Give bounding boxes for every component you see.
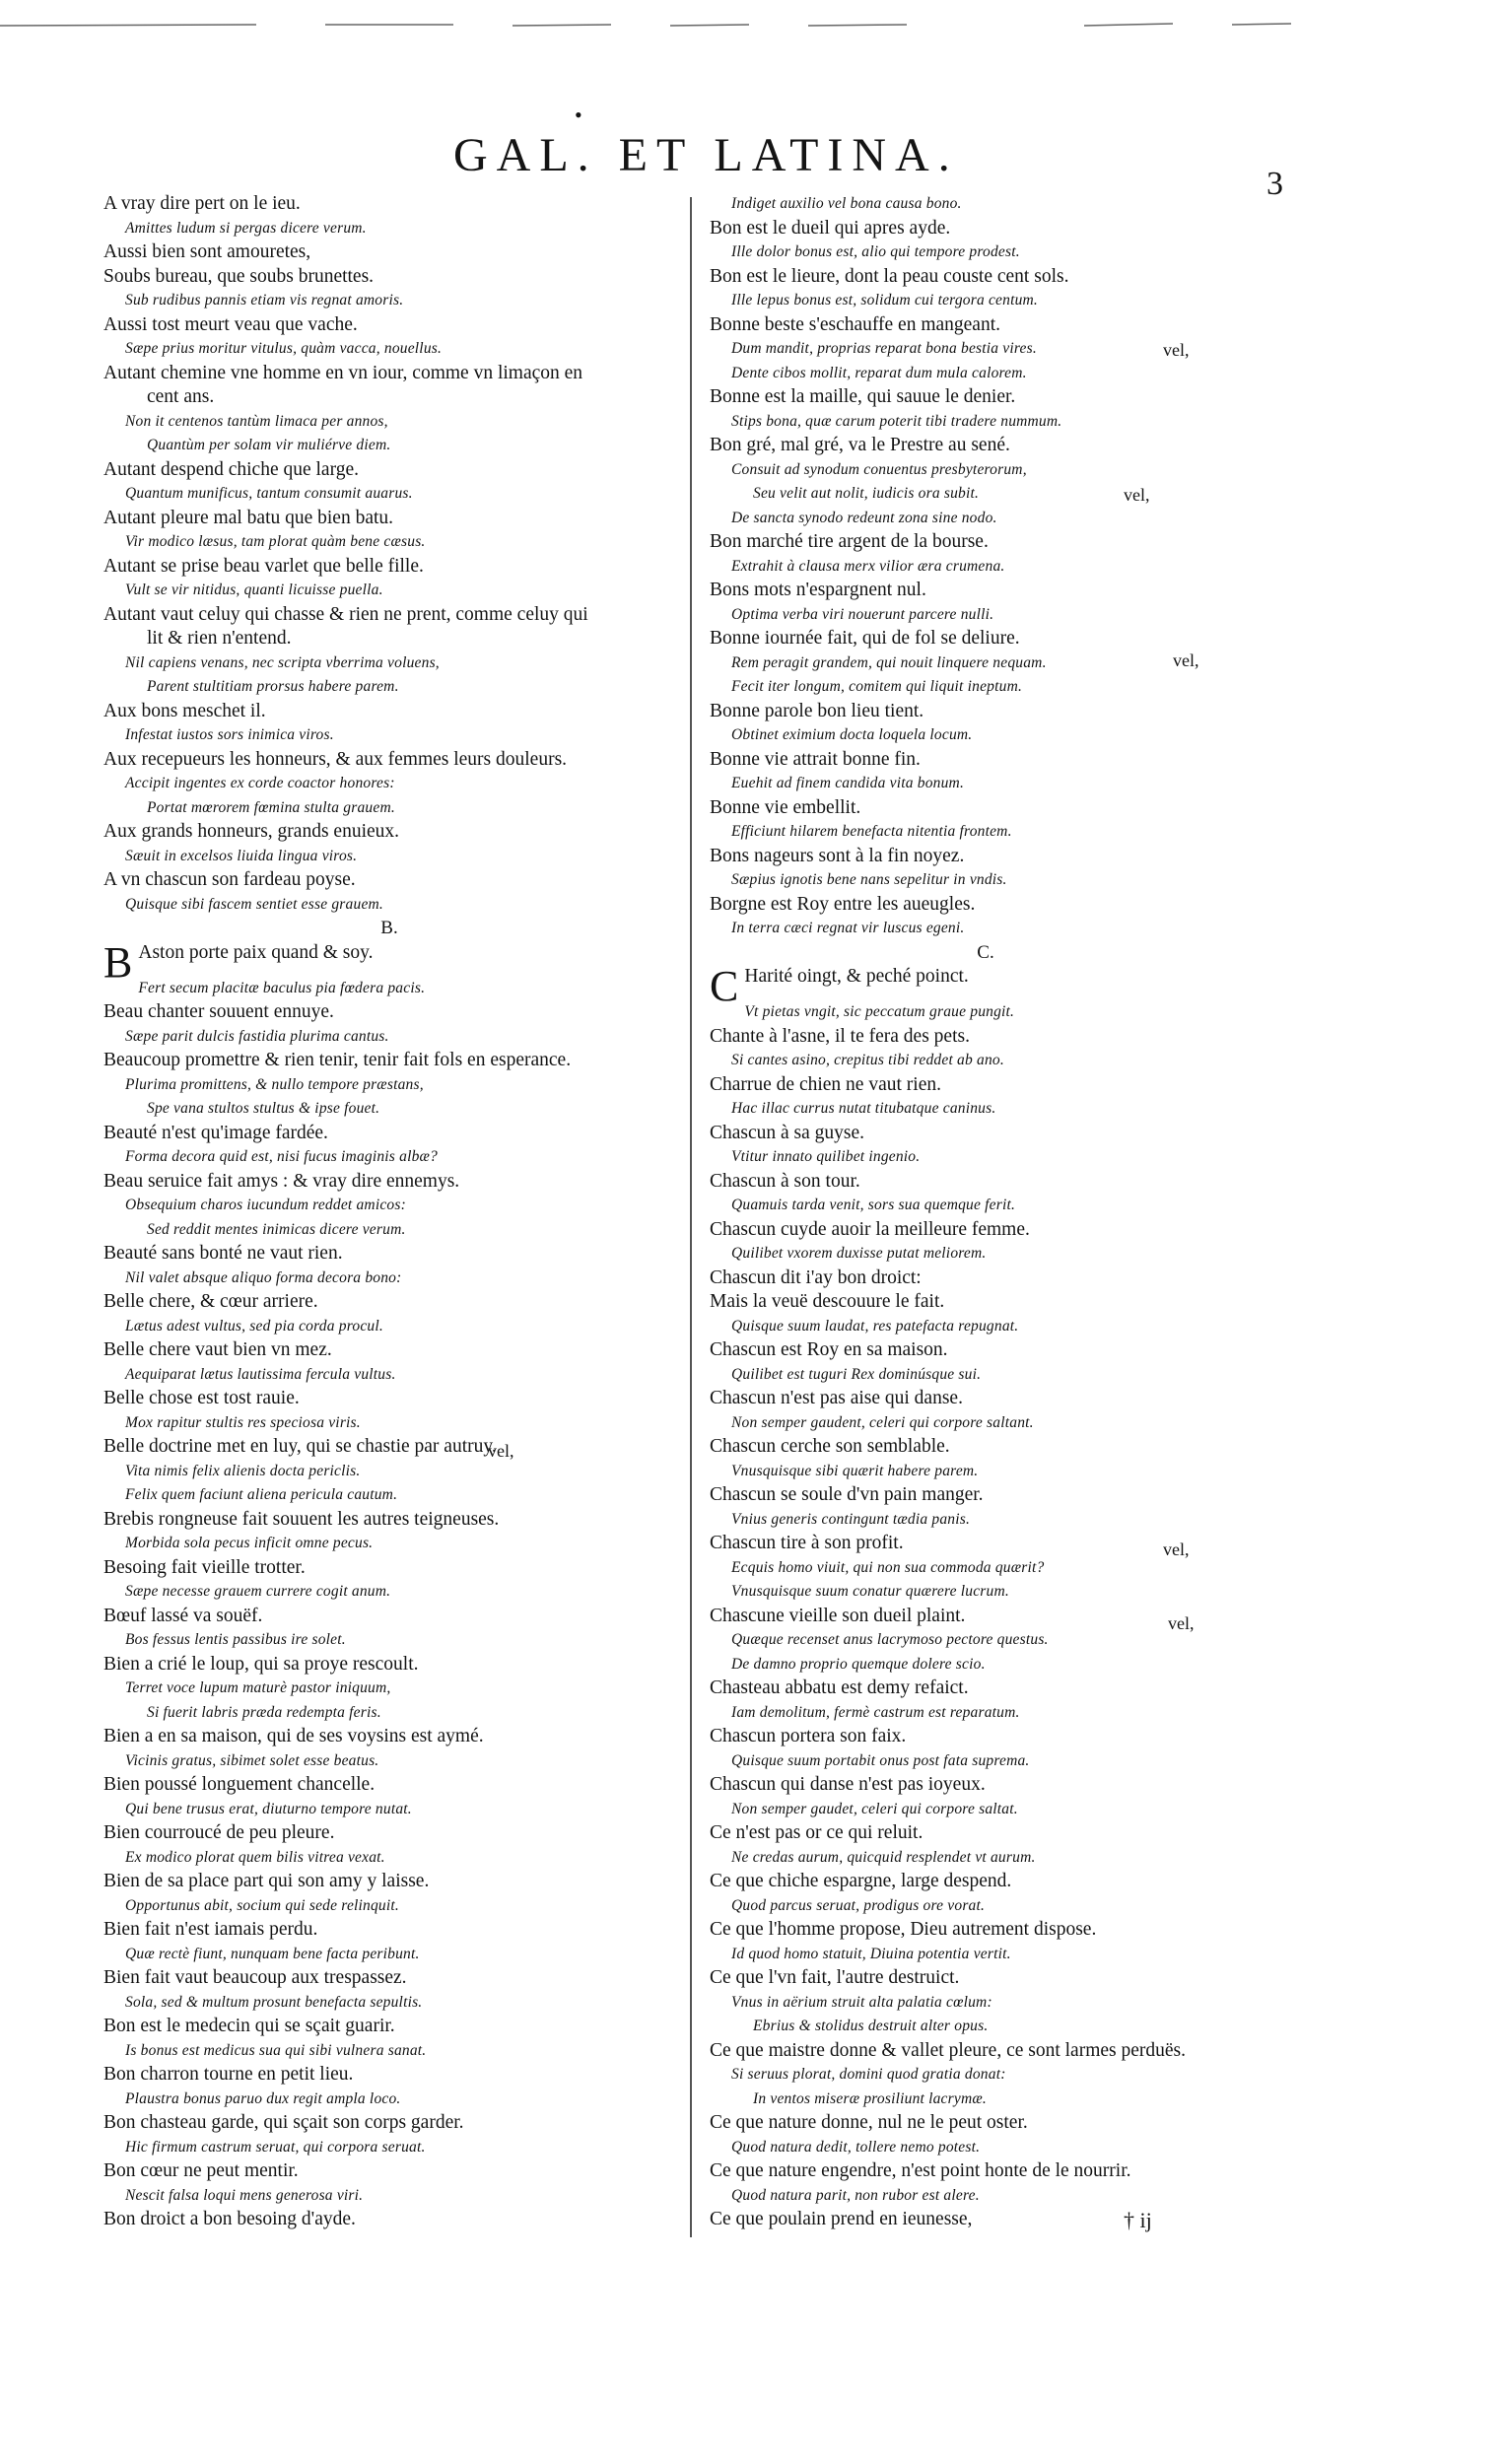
proverb-latin: Non it centenos tantùm limaca per annos, xyxy=(125,412,388,430)
proverb-french: Charrue de chien ne vaut rien. xyxy=(710,1073,941,1095)
proverb-latin: Dente cibos mollit, reparat dum mula calorem. xyxy=(731,364,1027,381)
proverb-french: Chascun cuyde auoir la meilleure femme. xyxy=(710,1218,1030,1240)
proverb-latin: Forma decora quid est, nisi fucus imaginis albæ? xyxy=(125,1148,439,1165)
proverb-latin: Quod natura dedit, tollere nemo potest. xyxy=(731,2138,981,2156)
proverb-latin: Si fuerit labris præda redempta feris. xyxy=(147,1703,381,1721)
proverb-french: Bonne vie attrait bonne fin. xyxy=(710,748,921,770)
proverb-latin: Hac illac currus nutat titubatque caninus. xyxy=(731,1100,996,1117)
proverb-french: Beauté n'est qu'image fardée. xyxy=(103,1122,328,1143)
proverb-french: Bien fait n'est iamais perdu. xyxy=(103,1919,318,1940)
proverb-latin: Obsequium charos iucundum reddet amicos: xyxy=(125,1197,406,1213)
proverb-french: Bon charron tourne en petit lieu. xyxy=(103,2064,354,2085)
proverb-french: Chascun dit i'ay bon droict: xyxy=(710,1266,922,1288)
proverb-french: Bien courroucé de peu pleure. xyxy=(103,1822,335,1843)
proverb-french: Autant pleure mal batu que bien batu. xyxy=(103,507,394,528)
proverb-french: Belle chere, & cœur arriere. xyxy=(103,1291,318,1312)
proverb-french: Chascun qui danse n'est pas ioyeux. xyxy=(710,1774,986,1795)
proverb-french: Aux bons meschet il. xyxy=(103,700,266,721)
proverb-latin: Plaustra bonus paruo dux regit ampla loco. xyxy=(125,2089,401,2107)
proverb-french: Mais la veuë descouure le fait. xyxy=(710,1291,945,1312)
proverb-french: Chascune vieille son dueil plaint. xyxy=(710,1605,966,1626)
margin-note-vel: vel, xyxy=(1163,1540,1190,1559)
proverb-latin: Ebrius & stolidus destruit alter opus. xyxy=(753,2018,989,2034)
ornament-dot: • xyxy=(575,103,582,127)
proverb-french: Ce que maistre donne & vallet pleure, ce sont larmes perduës. xyxy=(710,2039,1187,2061)
proverb-latin: Sed reddit mentes inimicas dicere verum. xyxy=(147,1220,406,1238)
proverb-latin: In ventos miseræ prosiliunt lacrymæ. xyxy=(753,2089,987,2107)
proverb-french: Bon gré, mal gré, va le Prestre au sené. xyxy=(710,435,1010,455)
proverb-latin: Sæpe prius moritur vitulus, quàm vacca, nouellus. xyxy=(125,340,443,357)
proverb-french: Bien de sa place part qui son amy y laisse. xyxy=(103,1871,430,1891)
signature-mark: † ij xyxy=(1124,2208,1152,2232)
proverb-french: Bon droict a bon besoing d'ayde. xyxy=(103,2209,356,2229)
proverb-latin: Portat mœrorem fœmina stulta grauem. xyxy=(147,798,395,816)
proverb-latin: Terret voce lupum maturè pastor iniquum, xyxy=(125,1679,391,1696)
proverb-french: Chasteau abbatu est demy refaict. xyxy=(710,1677,969,1698)
proverb-latin: Quamuis tarda venit, sors sua quemque ferit. xyxy=(731,1197,1016,1213)
proverb-french: Bon chasteau garde, qui sçait son corps garder. xyxy=(103,2112,464,2133)
proverb-french: Autant despend chiche que large. xyxy=(103,458,360,480)
proverb-latin: Sæuit in excelsos liuida lingua viros. xyxy=(125,847,358,864)
proverb-french: Bien a en sa maison, qui de ses voysins est aymé. xyxy=(103,1726,484,1746)
proverb-french: Bœuf lassé va souëf. xyxy=(103,1605,263,1626)
proverb-latin: Lætus adest vultus, sed pia corda procul. xyxy=(125,1317,383,1335)
proverb-latin: Morbida sola pecus inficit omne pecus. xyxy=(125,1535,374,1551)
proverb-latin: Ex modico plorat quem bilis vitrea vexat. xyxy=(125,1848,385,1866)
margin-note-vel: vel, xyxy=(1173,650,1199,670)
proverb-latin: Felix quem faciunt aliena pericula cautum. xyxy=(125,1486,398,1503)
proverb-french: Bonne est la maille, qui sauue le denier. xyxy=(710,386,1016,407)
proverb-latin: Rem peragit grandem, qui nouit linquere nequam. xyxy=(731,653,1047,671)
proverb-french: Bonne parole bon lieu tient. xyxy=(710,700,924,721)
proverb-latin: Optima verba viri nouerunt parcere nulli. xyxy=(731,605,994,623)
proverb-latin: Extrahit à clausa merx vilior æra crumena. xyxy=(731,557,1005,575)
proverb-french: Besoing fait vieille trotter. xyxy=(103,1556,306,1578)
proverb-latin: Vt pietas vngit, sic peccatum graue pungit. xyxy=(744,1003,1015,1020)
proverb-latin: Spe vana stultos stultus & ipse fouet. xyxy=(147,1100,380,1117)
proverb-french: Beauté sans bonté ne vaut rien. xyxy=(103,1243,343,1264)
proverb-latin: Si cantes asino, crepitus tibi reddet ab ano. xyxy=(731,1052,1004,1068)
proverb-latin: Sæpe parit dulcis fastidia plurima cantus. xyxy=(125,1027,389,1045)
proverb-latin: Quod parcus seruat, prodigus ore vorat. xyxy=(731,1896,986,1914)
proverb-latin: Vir modico læsus, tam plorat quàm bene cæsus. xyxy=(125,533,426,550)
proverb-latin: Seu velit aut nolit, iudicis ora subit. xyxy=(753,485,980,502)
proverb-latin: Vtitur innato quilibet ingenio. xyxy=(731,1148,921,1165)
proverb-latin: De damno proprio quemque dolere scio. xyxy=(731,1655,986,1673)
proverb-french: A vray dire pert on le ieu. xyxy=(103,193,301,214)
margin-note-vel: vel, xyxy=(1124,485,1150,505)
margin-note-vel: vel, xyxy=(488,1441,514,1461)
proverb-latin: Consuit ad synodum conuentus presbyterorum, xyxy=(731,460,1027,478)
proverb-french: Bon est le medecin qui se sçait guarir. xyxy=(103,2016,395,2036)
proverb-latin: Ille lepus bonus est, solidum cui tergora centum. xyxy=(731,292,1039,308)
proverb-latin: Sæpe necesse grauem currere cogit anum. xyxy=(125,1583,391,1600)
proverb-french: A vn chascun son fardeau poyse. xyxy=(103,869,356,890)
drop-cap: C xyxy=(710,962,739,1010)
proverb-latin: Vita nimis felix alienis docta periclis. xyxy=(125,1462,361,1479)
proverb-latin: Nil capiens venans, nec scripta vberrima voluens, xyxy=(125,653,440,671)
proverb-french: cent ans. xyxy=(147,386,215,407)
proverb-french: Beau seruice fait amys : & vray dire ennemys. xyxy=(103,1170,460,1192)
proverb-latin: Vult se vir nitidus, quanti licuisse puella. xyxy=(125,582,383,598)
proverb-latin: Mox rapitur stultis res speciosa viris. xyxy=(125,1413,361,1431)
proverb-french: Chascun à son tour. xyxy=(710,1170,860,1192)
proverb-french: lit & rien n'entend. xyxy=(147,628,292,649)
running-header: GAL. ET LATINA. xyxy=(453,129,959,181)
proverb-latin: Qui bene trusus erat, diuturno tempore nutat. xyxy=(125,1800,412,1817)
proverb-french: Ce que chiche espargne, large despend. xyxy=(710,1871,1012,1891)
proverb-latin: Ille dolor bonus est, alio qui tempore prodest. xyxy=(731,243,1020,260)
proverb-french: Bonne beste s'eschauffe en mangeant. xyxy=(710,313,1001,335)
proverb-french: Ce que nature engendre, n'est point honte de le nourrir. xyxy=(710,2160,1131,2181)
proverb-french: Chascun tire à son profit. xyxy=(710,1533,904,1553)
proverb-french: Bon marché tire argent de la bourse. xyxy=(710,531,989,552)
proverb-french: Borgne est Roy entre les aueugles. xyxy=(710,893,976,915)
proverb-latin: Quantum munificus, tantum consumit auarus. xyxy=(125,485,413,502)
proverb-latin: Non semper gaudet, celeri qui corpore saltat. xyxy=(731,1800,1018,1817)
proverb-french: Ce que poulain prend en ieunesse, xyxy=(710,2209,973,2229)
proverb-latin: Non semper gaudent, celeri qui corpore saltant. xyxy=(731,1413,1034,1431)
proverb-latin: Parent stultitiam prorsus habere parem. xyxy=(147,678,399,695)
page-top-edge xyxy=(0,20,1505,30)
right-column xyxy=(710,192,1262,2232)
proverb-french: Bons nageurs sont à la fin noyez. xyxy=(710,845,965,866)
proverb-latin: Id quod homo statuit, Diuina potentia vertit. xyxy=(731,1945,1011,1962)
proverb-latin: Stips bona, quæ carum poterit tibi tradere nummum. xyxy=(731,412,1062,430)
proverb-latin: Bos fessus lentis passibus ire solet. xyxy=(125,1631,346,1648)
proverb-latin: Vnus in aërium struit alta palatia cœlum: xyxy=(731,1993,992,2011)
proverb-latin: De sancta synodo redeunt zona sine nodo. xyxy=(731,509,997,526)
proverb-french: Bien a crié le loup, qui sa proye rescoult. xyxy=(103,1653,419,1675)
proverb-latin: Iam demolitum, fermè castrum est reparatum. xyxy=(731,1703,1020,1721)
proverb-latin: Is bonus est medicus sua qui sibi vulnera sanat. xyxy=(125,2041,427,2059)
proverb-french: Bonne iournée fait, qui de fol se deliure. xyxy=(710,628,1020,649)
proverb-latin: Opportunus abit, socium qui sede relinquit. xyxy=(125,1896,399,1914)
proverb-latin: Aequiparat lætus lautissima fercula vultus. xyxy=(125,1365,396,1383)
proverb-latin: Quæ rectè fiunt, nunquam bene facta peribunt. xyxy=(125,1945,420,1962)
proverb-french: Chascun cerche son semblable. xyxy=(710,1436,950,1457)
proverb-latin: Obtinet eximium docta loquela locum. xyxy=(731,726,973,743)
left-column xyxy=(103,192,675,2232)
drop-cap: B xyxy=(103,937,133,987)
proverb-latin: Nil valet absque aliquo forma decora bono: xyxy=(125,1268,402,1286)
proverb-latin: Vicinis gratus, sibimet solet esse beatus. xyxy=(125,1751,379,1769)
proverb-french: Belle chose est tost rauie. xyxy=(103,1388,300,1408)
proverb-french: Chascun portera son faix. xyxy=(710,1726,907,1746)
proverb-text: Harité oingt, & peché poinct. xyxy=(744,966,969,987)
proverb-french: Autant vaut celuy qui chasse & rien ne prent, comme celuy qui xyxy=(103,603,588,625)
proverb-latin: Quisque suum laudat, res patefacta repugnat. xyxy=(731,1317,1019,1335)
proverb-latin: Sola, sed & multum prosunt benefacta sepultis. xyxy=(125,1993,423,2011)
proverb-latin: Infestat iustos sors inimica viros. xyxy=(125,726,334,743)
column-divider xyxy=(690,197,692,2237)
proverb-latin: Vnius generis contingunt tædia panis. xyxy=(731,1510,971,1528)
proverb-french: Bons mots n'espargnent nul. xyxy=(710,580,926,600)
proverb-latin: Quisque suum portabit onus post fata suprema. xyxy=(731,1751,1030,1769)
proverb-french: Chascun n'est pas aise qui danse. xyxy=(710,1388,963,1408)
proverb-latin: Quilibet vxorem duxisse putat meliorem. xyxy=(731,1245,987,1262)
proverb-french: Bien fait vaut beaucoup aux trespassez. xyxy=(103,1967,407,1988)
margin-note-vel: vel, xyxy=(1168,1613,1195,1633)
proverb-french: Chante à l'asne, il te fera des pets. xyxy=(710,1025,970,1047)
proverb-french: Chascun est Roy en sa maison. xyxy=(710,1339,948,1360)
margin-note-vel: vel, xyxy=(1163,340,1190,360)
proverb-latin: Quisque sibi fascem sentiet esse grauem. xyxy=(125,895,383,913)
proverb-latin: Fert secum placitæ baculus pia fœdera pacis. xyxy=(138,979,426,996)
proverb-french: Ce que l'homme propose, Dieu autrement dispose. xyxy=(710,1919,1097,1940)
proverb-french: Bonne vie embellit. xyxy=(710,796,861,818)
proverb-french: Aussi bien sont amouretes, xyxy=(103,241,311,262)
proverb-latin: Quantùm per solam vir muliérve diem. xyxy=(147,437,391,453)
proverb-latin: Hic firmum castrum seruat, qui corpora seruat. xyxy=(125,2138,426,2156)
proverb-latin: Si seruus plorat, domini quod gratia donat: xyxy=(731,2066,1006,2083)
proverb-french: Beaucoup promettre & rien tenir, tenir fait fols en esperance. xyxy=(103,1050,572,1070)
proverb-french: Ce n'est pas or ce qui reluit. xyxy=(710,1822,924,1843)
proverb-french: Soubs bureau, que soubs brunettes. xyxy=(103,265,375,287)
proverb-latin: Quilibet est tuguri Rex dominúsque sui. xyxy=(731,1365,982,1383)
proverb-french: Aux recepueurs les honneurs, & aux femmes leurs douleurs. xyxy=(103,748,568,770)
proverb-french: Beau chanter souuent ennuye. xyxy=(103,1001,334,1022)
proverb-french: Belle chere vaut bien vn mez. xyxy=(103,1339,332,1360)
proverb-latin: Accipit ingentes ex corde coactor honores: xyxy=(125,775,395,791)
section-letter: B. xyxy=(380,918,398,938)
section-letter: C. xyxy=(977,941,994,963)
proverb-french xyxy=(710,962,1262,1010)
proverb-french: Chascun à sa guyse. xyxy=(710,1122,865,1143)
proverb-latin: Amittes ludum si pergas dicere verum. xyxy=(125,219,367,237)
proverb-latin: Ecquis homo viuit, qui non sua commoda quærit? xyxy=(731,1558,1045,1576)
proverb-french: Brebis rongneuse fait souuent les autres teigneuses. xyxy=(103,1508,500,1530)
proverb-french: Ce que l'vn fait, l'autre destruict. xyxy=(710,1967,960,1988)
proverb-latin: Vnusquisque sibi quærit habere parem. xyxy=(731,1462,979,1479)
proverb-latin: Ne credas aurum, quicquid resplendet vt aurum. xyxy=(731,1848,1036,1866)
proverb-latin: Vnusquisque suum conatur quærere lucrum. xyxy=(731,1583,1009,1600)
proverb-latin: Nescit falsa loqui mens generosa viri. xyxy=(125,2186,364,2204)
proverb-latin: Sub rudibus pannis etiam vis regnat amoris. xyxy=(125,292,404,308)
proverb-latin: Plurima promittens, & nullo tempore præstans, xyxy=(125,1075,424,1093)
proverb-latin: Euehit ad finem candida vita bonum. xyxy=(731,775,965,791)
proverb-latin: Quod natura parit, non rubor est alere. xyxy=(731,2186,980,2204)
proverb-latin: Dum mandit, proprias reparat bona bestia vires. xyxy=(731,340,1037,357)
proverb-latin: Fecit iter longum, comitem qui liquit ineptum. xyxy=(731,678,1023,695)
proverb-text: Aston porte paix quand & soy. xyxy=(138,941,374,963)
proverb-latin: Efficiunt hilarem benefacta nitentia frontem. xyxy=(731,823,1012,840)
proverb-latin: Indiget auxilio vel bona causa bono. xyxy=(731,195,962,212)
proverb-french: Autant chemine vne homme en vn iour, comme vn limaçon en xyxy=(103,362,583,383)
proverb-french: Bon est le dueil qui apres ayde. xyxy=(710,217,951,239)
proverb-french: Autant se prise beau varlet que belle fille. xyxy=(103,555,424,577)
page-number: 3 xyxy=(1266,166,1283,202)
proverb-french: Chascun se soule d'vn pain manger. xyxy=(710,1484,984,1505)
proverb-french: Bon est le lieure, dont la peau couste cent sols. xyxy=(710,265,1069,287)
proverb-french: Ce que nature donne, nul ne le peut oster. xyxy=(710,2112,1028,2133)
proverb-french: Bon cœur ne peut mentir. xyxy=(103,2160,299,2181)
proverb-french xyxy=(103,937,675,987)
proverb-french: Bien poussé longuement chancelle. xyxy=(103,1774,376,1795)
proverb-latin: Sæpius ignotis bene nans sepelitur in vndis. xyxy=(731,871,1007,888)
proverb-french: Belle doctrine met en luy, qui se chastie par autruy. xyxy=(103,1436,497,1457)
proverb-latin: Quæque recenset anus lacrymoso pectore questus. xyxy=(731,1631,1049,1648)
proverb-french: Aux grands honneurs, grands enuieux. xyxy=(103,821,400,842)
proverb-latin: In terra cæci regnat vir luscus egeni. xyxy=(731,920,965,936)
proverb-french: Aussi tost meurt veau que vache. xyxy=(103,313,358,335)
